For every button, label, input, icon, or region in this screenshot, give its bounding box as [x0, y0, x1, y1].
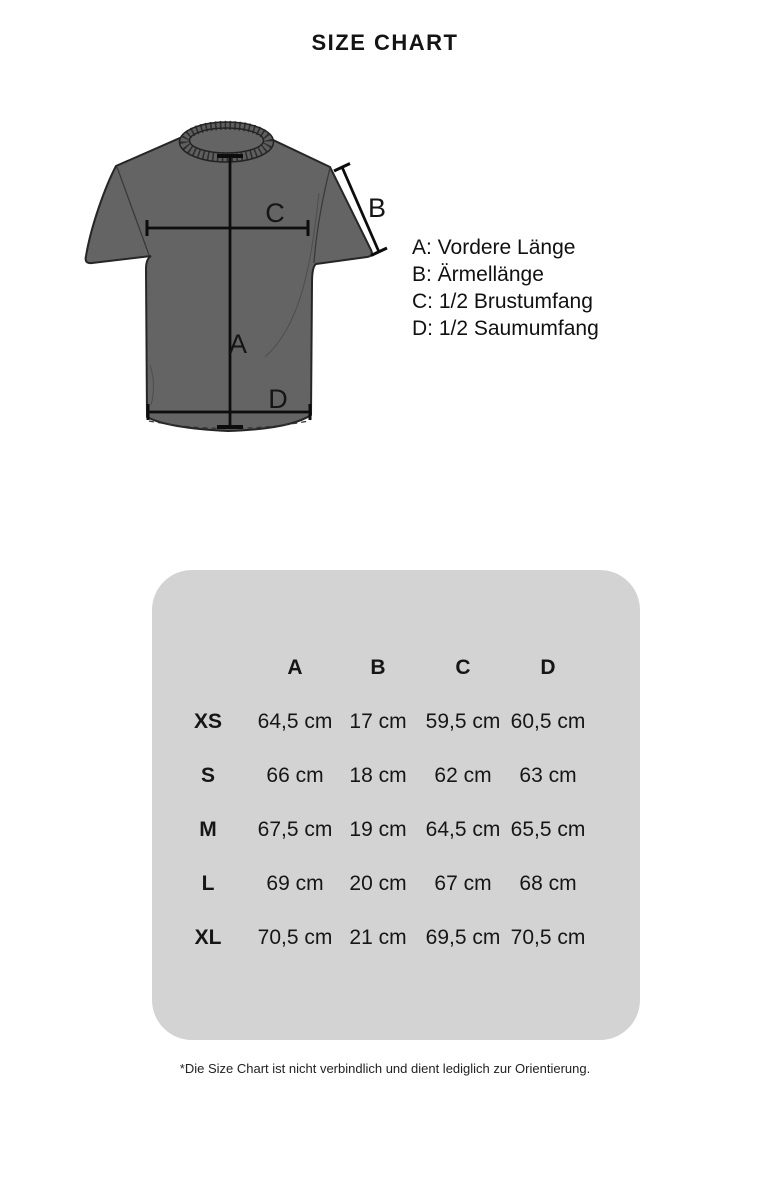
- table-header-row: [152, 641, 640, 695]
- value-b: 18 cm: [349, 764, 407, 787]
- size-label: L: [201, 872, 215, 895]
- value-a: 67,5 cm: [257, 818, 333, 841]
- value-a: 64,5 cm: [257, 710, 333, 733]
- value-a: 70,5 cm: [257, 926, 333, 949]
- legend-item-b: B: Ärmellänge: [412, 263, 544, 286]
- legend-item-d: D: 1/2 Saumumfang: [412, 317, 599, 340]
- size-table: [152, 570, 640, 965]
- value-d: 65,5 cm: [510, 818, 586, 841]
- disclaimer-text: *Die Size Chart ist nicht verbindlich und dient lediglich zur Orientierung.: [179, 1061, 591, 1076]
- tshirt-measurement-diagram: [55, 105, 395, 450]
- page-title: SIZE CHART: [311, 30, 459, 55]
- value-a: 69 cm: [266, 872, 324, 895]
- size-label: XS: [193, 710, 222, 733]
- value-b: 17 cm: [349, 710, 407, 733]
- value-c: 59,5 cm: [425, 710, 501, 733]
- table-row-m: [152, 803, 640, 857]
- column-header-a: A: [287, 656, 303, 679]
- value-c: 67 cm: [434, 872, 492, 895]
- table-row-s: [152, 749, 640, 803]
- measure-label-c: C: [265, 198, 285, 228]
- size-label: XL: [194, 926, 222, 949]
- legend-item-c: C: 1/2 Brustumfang: [412, 290, 593, 313]
- size-label: S: [200, 764, 215, 787]
- size-label: M: [199, 818, 217, 841]
- size-table-card: [152, 570, 640, 1040]
- measure-label-b: B: [367, 193, 387, 223]
- value-d: 63 cm: [519, 764, 577, 787]
- column-header-c: C: [455, 656, 471, 679]
- value-d: 70,5 cm: [510, 926, 586, 949]
- tshirt-illustration: [55, 105, 395, 450]
- value-d: 68 cm: [519, 872, 577, 895]
- value-c: 62 cm: [434, 764, 492, 787]
- measurement-legend: [412, 234, 599, 342]
- value-c: 64,5 cm: [425, 818, 501, 841]
- table-row-l: [152, 857, 640, 911]
- measure-label-d: D: [268, 384, 288, 414]
- legend-item-a: A: Vordere Länge: [412, 236, 576, 259]
- value-b: 19 cm: [349, 818, 407, 841]
- value-b: 21 cm: [349, 926, 407, 949]
- value-c: 69,5 cm: [425, 926, 501, 949]
- value-b: 20 cm: [349, 872, 407, 895]
- column-header-d: D: [540, 656, 556, 679]
- table-row-xs: [152, 695, 640, 749]
- table-row-xl: [152, 911, 640, 965]
- measure-label-a: A: [228, 329, 248, 359]
- column-header-b: B: [370, 656, 386, 679]
- value-d: 60,5 cm: [510, 710, 586, 733]
- value-a: 66 cm: [266, 764, 324, 787]
